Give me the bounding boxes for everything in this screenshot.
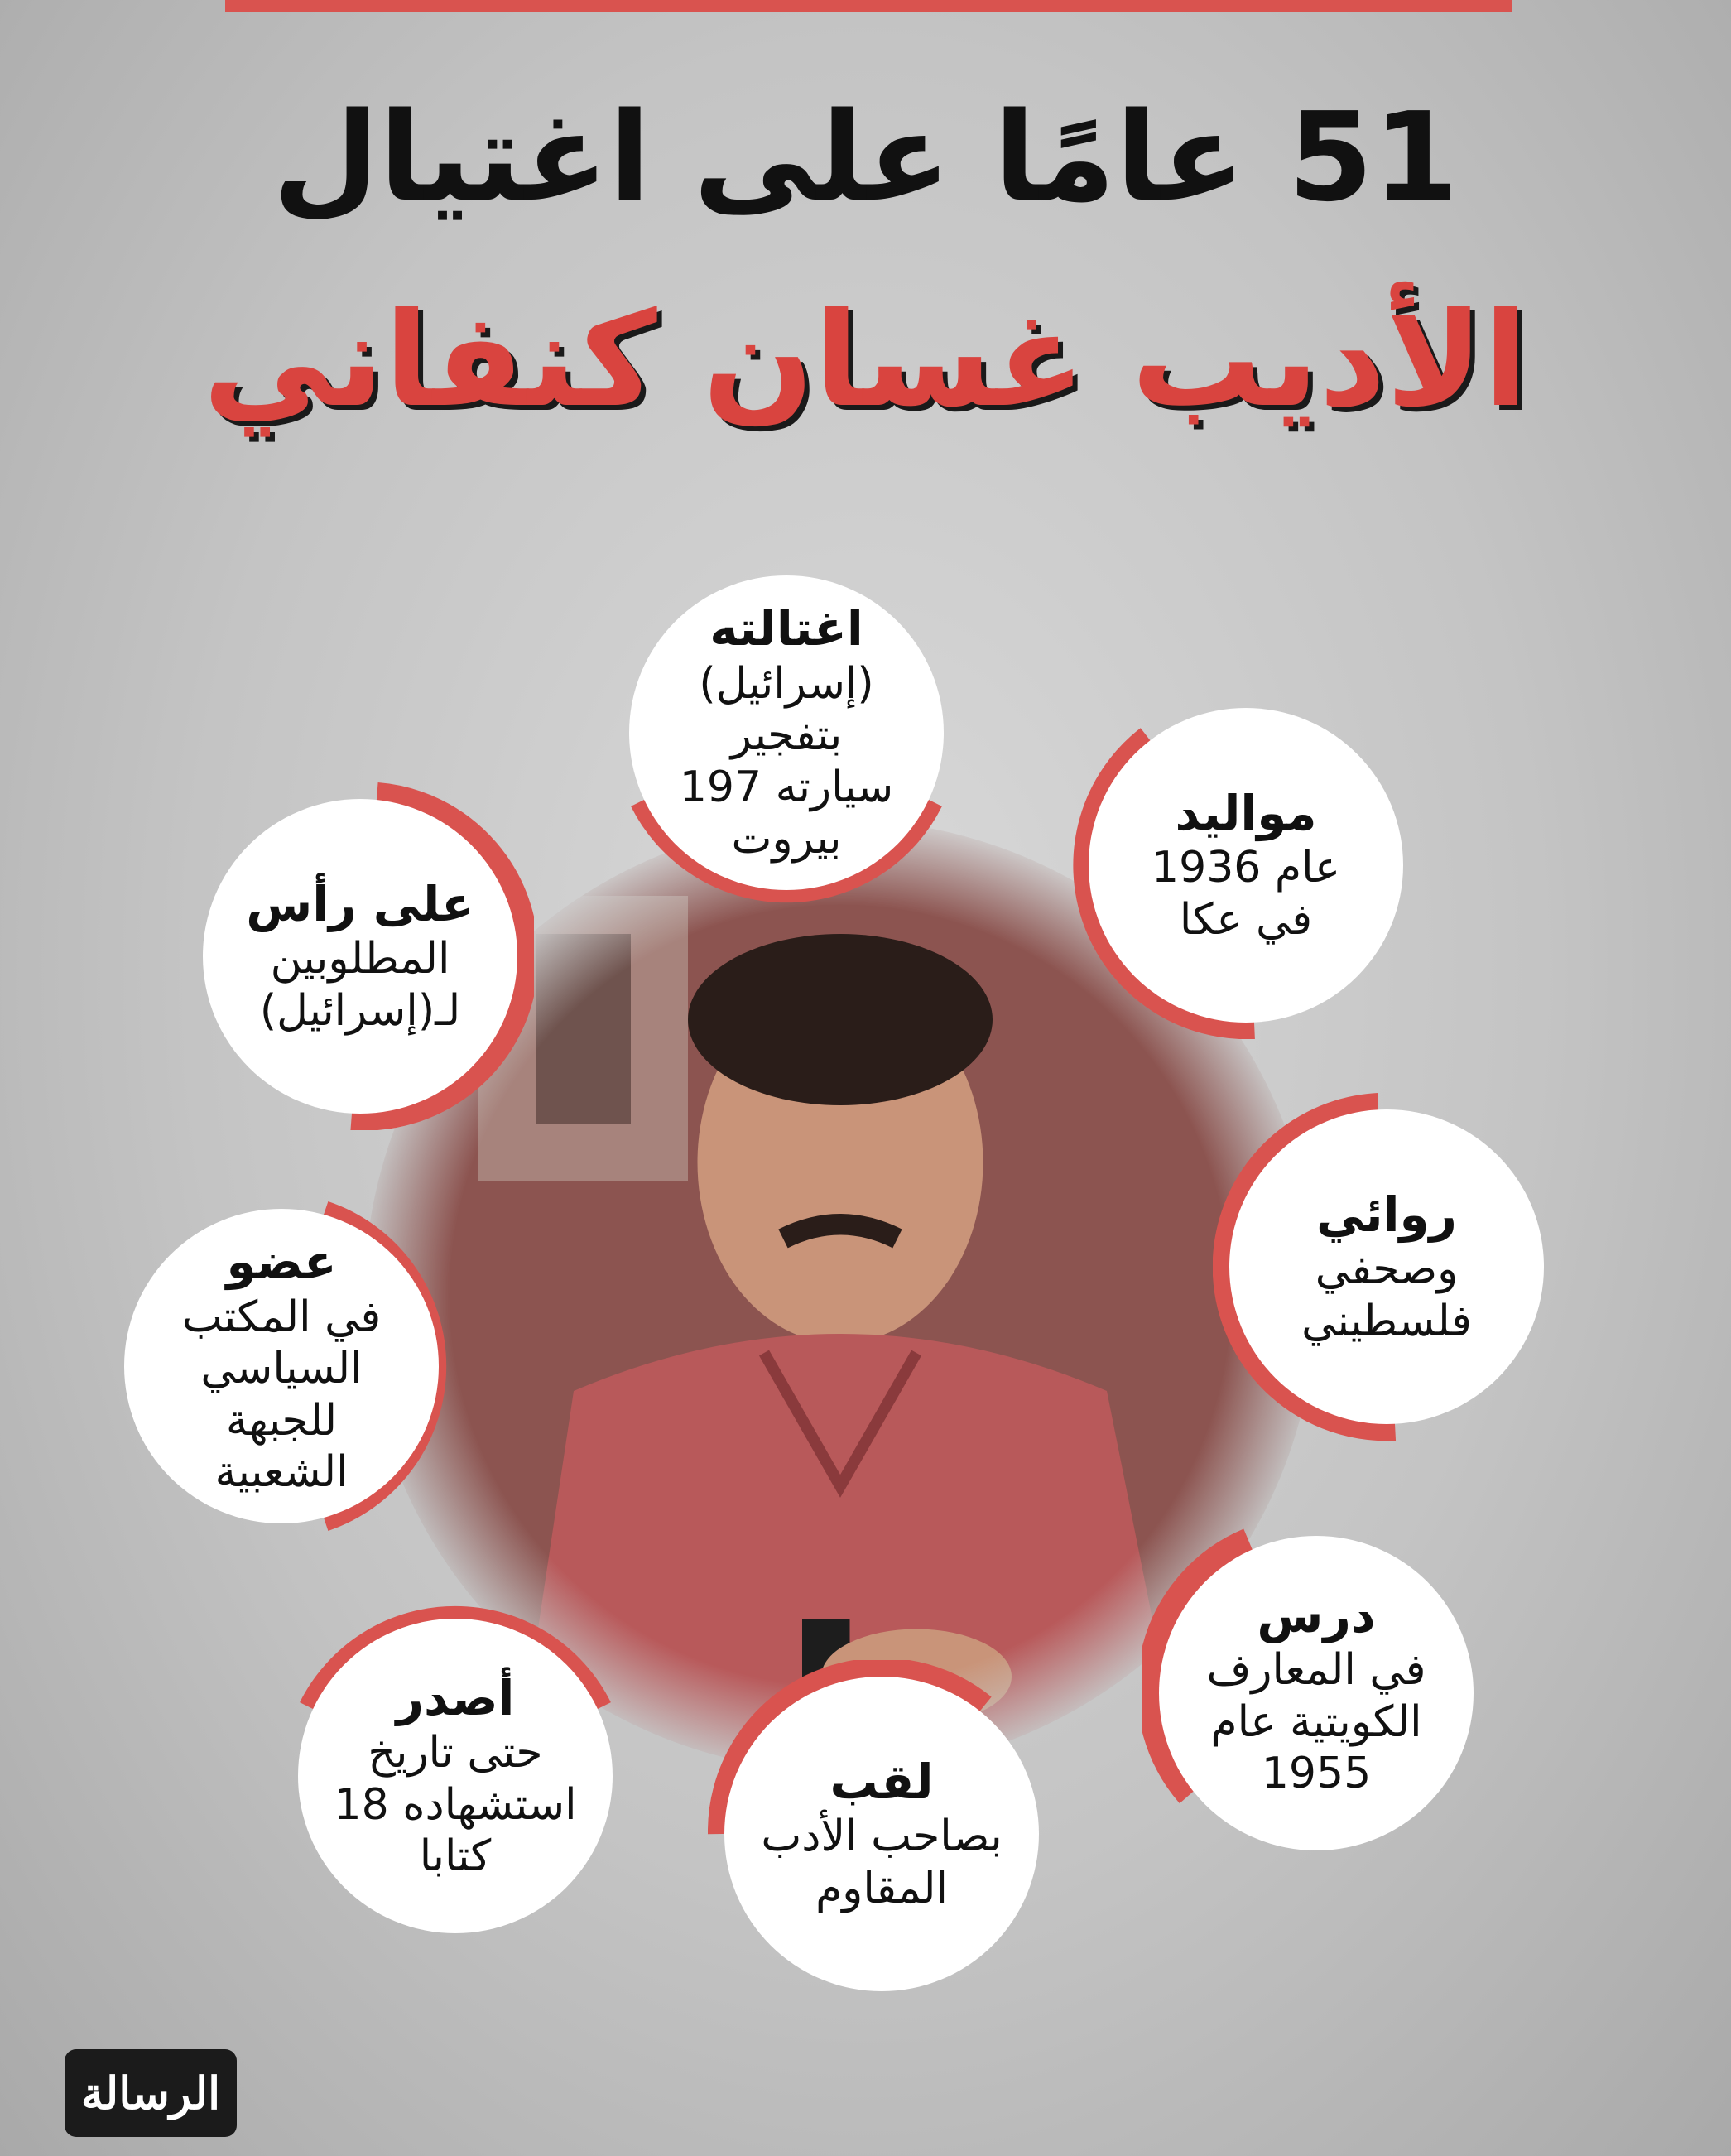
bubble-text: بصاحب الأدب المقاوم: [761, 1812, 1003, 1913]
bubble-text: في المعارف الكويتية عام 1955: [1206, 1645, 1426, 1798]
bubble-text: في المكتب السياسي للجبهة الشعبية: [181, 1292, 382, 1498]
bubble-heading: درس: [1257, 1586, 1376, 1643]
bubble-text: المطلوبين لـ(إسرائيل): [259, 934, 461, 1036]
bubble-heading: روائي: [1316, 1186, 1457, 1243]
brand-logo: [65, 2049, 237, 2137]
fact-bubble-novelist: [1213, 1093, 1560, 1441]
bubble-text: وصحفي فلسطيني: [1301, 1244, 1472, 1346]
bubble-text: حتى تاريخ استشهاده 18 كتابا: [334, 1728, 577, 1881]
bubble-text: (إسرائيل) بتفجير سيارته 197 بيروت: [679, 659, 894, 864]
bubble-text: عام 1936 في عكا: [1152, 843, 1340, 945]
fact-bubble-studied: [1142, 1519, 1490, 1867]
fact-bubble-member: [108, 1192, 455, 1540]
fact-bubble-birth: [1072, 691, 1420, 1039]
fact-bubble-nickname: [708, 1660, 1055, 2008]
fact-bubble-assassination: [613, 559, 960, 907]
fact-bubble-published: [281, 1602, 629, 1950]
title-line-1: 51 عامًا على اغتيال: [272, 86, 1459, 229]
bubble-heading: اغتالته: [709, 600, 863, 657]
bubble-heading: مواليد: [1175, 784, 1317, 841]
fact-bubble-wanted: [186, 782, 534, 1130]
bubble-heading: لقب: [829, 1753, 934, 1810]
top-accent-bar: [225, 0, 1512, 12]
title-line-2: الأديب غسان كنفاني: [203, 284, 1528, 436]
bubble-heading: عضو: [226, 1234, 337, 1291]
bubble-heading: على رأس: [246, 875, 474, 932]
brand-logo-text: الرسالة: [80, 2067, 221, 2120]
bubble-heading: أصدر: [396, 1669, 515, 1726]
